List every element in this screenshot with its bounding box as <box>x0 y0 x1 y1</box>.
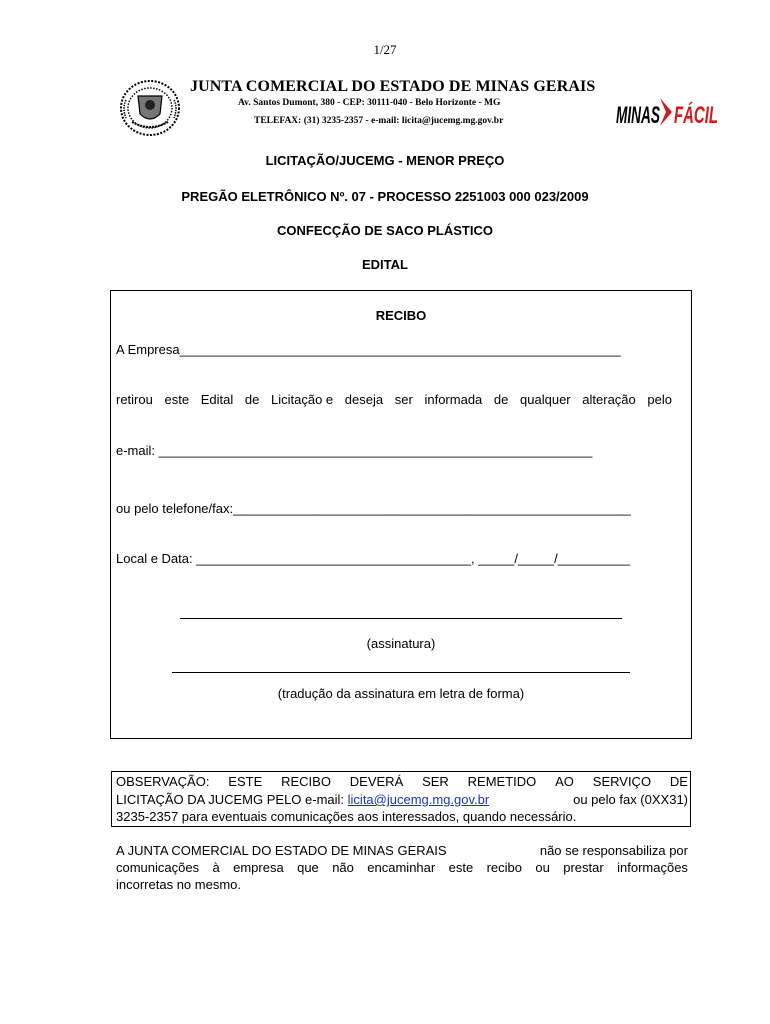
word: não <box>332 860 354 875</box>
word: retirou <box>116 392 153 407</box>
signature-line[interactable] <box>180 618 622 619</box>
disclaimer-line-3: incorretas no mesmo. <box>116 877 241 892</box>
object-title: CONFECÇÃO DE SACO PLÁSTICO <box>277 223 493 238</box>
observation-line-2 <box>116 792 688 807</box>
observation-suffix: ou pelo fax (0XX31) <box>573 792 688 807</box>
word: de <box>493 392 509 407</box>
disclaimer-line-2 <box>116 860 688 875</box>
word: de <box>244 392 260 407</box>
word: que <box>297 860 319 875</box>
organization-name: JUNTA COMERCIAL DO ESTADO DE MINAS GERAIS <box>190 78 596 95</box>
logo-text-right: FÁCIL <box>674 102 745 129</box>
page-number: 1/27 <box>373 42 397 57</box>
observation-prefix <box>116 792 489 807</box>
word: à <box>212 860 220 875</box>
organization-address: Av. Santos Dumont, 380 - CEP: 30111-040 - Belo Horizonte - MG <box>238 98 501 108</box>
word: empresa <box>233 860 284 875</box>
recibo-title: RECIBO <box>375 308 427 323</box>
word: ESTE <box>228 774 263 789</box>
email-link[interactable]: licita@jucemg.mg.gov.br <box>347 792 490 807</box>
printed-name-line[interactable] <box>172 672 630 673</box>
word: prestar <box>563 860 604 875</box>
word: SER <box>422 774 449 789</box>
printed-name-label: (tradução da assinatura em letra de forma) <box>277 686 525 701</box>
observation-line-1 <box>116 774 688 789</box>
word: RECIBO <box>281 774 331 789</box>
word: qualquer <box>520 392 571 407</box>
word: REMETIDO <box>467 774 537 789</box>
licitacao-title: LICITAÇÃO/JUCEMG - MENOR PREÇO <box>265 153 505 168</box>
word: informações <box>617 860 688 875</box>
disclaimer-line-1 <box>116 843 688 858</box>
word: Licitação e <box>271 392 334 407</box>
word: este <box>164 392 190 407</box>
disclaimer-right: não se responsabiliza por <box>539 843 688 858</box>
word: pelo <box>647 392 672 407</box>
email-field[interactable]: e-mail: ____________________________________________________________ <box>116 443 593 458</box>
word: DE <box>669 774 688 789</box>
word: ou <box>535 860 550 875</box>
logo-text-left: MINAS <box>616 102 660 129</box>
word: Edital <box>200 392 234 407</box>
word: comunicações <box>116 860 200 875</box>
word: encaminhar <box>367 860 436 875</box>
coat-of-arms-seal-icon <box>118 78 182 138</box>
disclaimer-left: A JUNTA COMERCIAL DO ESTADO DE MINAS GERAIS <box>116 843 447 858</box>
word: DEVERÁ <box>349 774 404 789</box>
local-data-field[interactable]: Local e Data: ______________________________________, _____/_____/__________ <box>116 551 631 566</box>
word: OBSERVAÇÃO: <box>116 774 210 789</box>
word-part: r <box>408 392 413 407</box>
retirou-statement <box>116 392 672 407</box>
organization-telefax: TELEFAX: (31) 3235-2357 - e-mail: licita@jucemg.mg.gov.br <box>254 116 504 126</box>
word: AO <box>555 774 574 789</box>
empresa-field[interactable]: A Empresa_____________________________________________________________ <box>116 342 621 357</box>
word: alteração <box>582 392 636 407</box>
word: recibo <box>486 860 522 875</box>
word: SERVIÇO <box>592 774 652 789</box>
minas-facil-logo <box>614 92 745 132</box>
word <box>395 392 413 407</box>
observation-prefix-text: LICITAÇÃO DA JUCEMG PELO e-mail: <box>116 792 345 807</box>
word: este <box>448 860 474 875</box>
telefone-fax-field[interactable]: ou pelo telefone/fax:_______________________________________________________ <box>116 501 631 516</box>
word-part: se <box>394 392 409 407</box>
word: deseja <box>344 392 384 407</box>
observation-line-3: 3235-2357 para eventuais comunicações aos interessados, quando necessário. <box>116 809 577 824</box>
pregao-title: PREGÃO ELETRÔNICO Nº. 07 - PROCESSO 2251003 000 023/2009 <box>181 189 589 204</box>
edital-title: EDITAL <box>362 257 408 272</box>
logo-arrow-icon <box>660 98 672 126</box>
word: informada <box>424 392 483 407</box>
signature-label: (assinatura) <box>366 636 436 651</box>
